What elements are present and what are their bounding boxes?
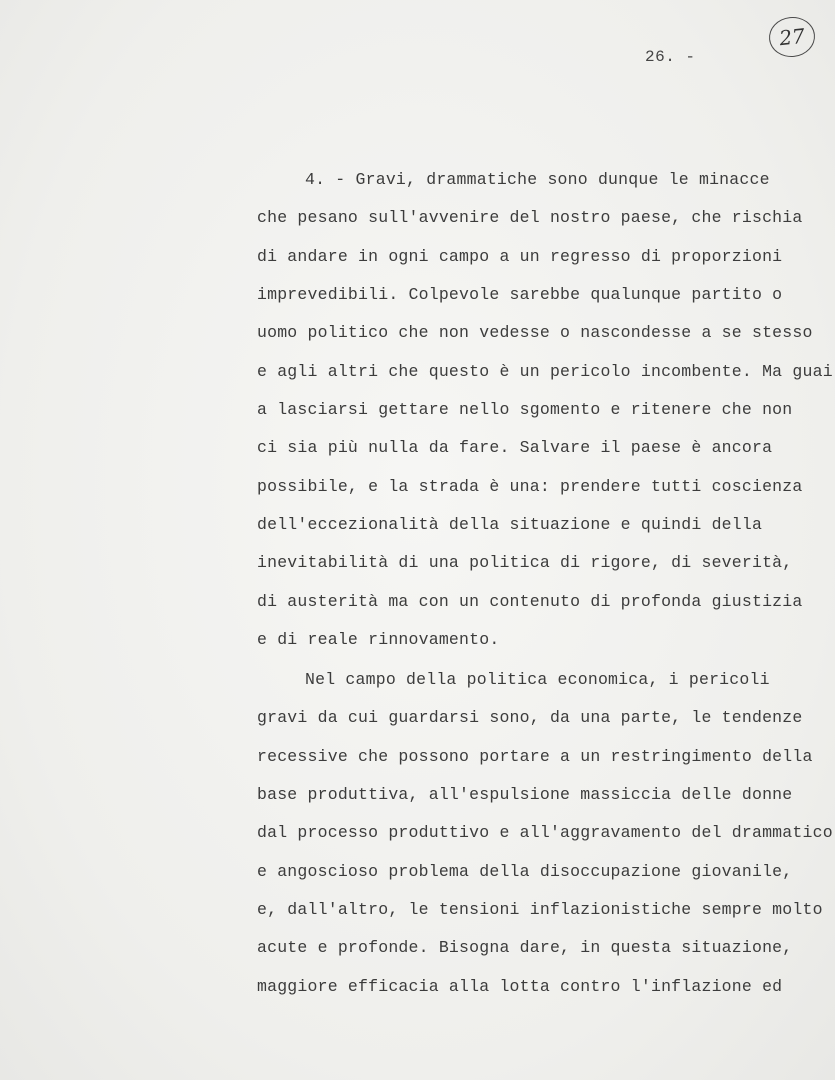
- paragraph-2-line-7: e, dall'altro, le tensioni inflazionistiche sempre molto: [257, 900, 823, 919]
- paragraph-2-line-4: base produttiva, all'espulsione massiccia delle donne: [257, 785, 793, 804]
- paragraph-1-line-1: 4. - Gravi, drammatiche sono dunque le minacce: [305, 170, 770, 189]
- page-number: 26. -: [645, 48, 696, 66]
- paragraph-1-line-12: di austerità ma con un contenuto di profonda giustizia: [257, 592, 803, 611]
- paragraph-1-line-6: e agli altri che questo è un pericolo incombente. Ma guai: [257, 362, 833, 381]
- paragraph-1-line-5: uomo politico che non vedesse o nascondesse a se stesso: [257, 323, 813, 342]
- paragraph-1-line-8: ci sia più nulla da fare. Salvare il paese è ancora: [257, 438, 773, 457]
- paragraph-2-line-9: maggiore efficacia alla lotta contro l'inflazione ed: [257, 977, 783, 996]
- paragraph-1-line-3: di andare in ogni campo a un regresso di proporzioni: [257, 247, 783, 266]
- paragraph-2-line-3: recessive che possono portare a un restringimento della: [257, 747, 813, 766]
- paragraph-1-line-7: a lasciarsi gettare nello sgomento e ritenere che non: [257, 400, 793, 419]
- paragraph-1-line-9: possibile, e la strada è una: prendere tutti coscienza: [257, 477, 803, 496]
- page-stamp: [767, 15, 817, 60]
- paragraph-2-line-1: Nel campo della politica economica, i pericoli: [305, 670, 770, 689]
- paragraph-2-line-6: e angoscioso problema della disoccupazione giovanile,: [257, 862, 793, 881]
- paragraph-1-line-13: e di reale rinnovamento.: [257, 630, 500, 649]
- paragraph-1-line-10: dell'eccezionalità della situazione e quindi della: [257, 515, 763, 534]
- paragraph-2-line-2: gravi da cui guardarsi sono, da una parte, le tendenze: [257, 708, 803, 727]
- paragraph-1-line-4: imprevedibili. Colpevole sarebbe qualunque partito o: [257, 285, 783, 304]
- paragraph-1-line-11: inevitabilità di una politica di rigore, di severità,: [257, 553, 793, 572]
- paragraph-2-line-8: acute e profonde. Bisogna dare, in questa situazione,: [257, 938, 793, 957]
- paragraph-2-line-5: dal processo produttivo e all'aggravamento del drammatico: [257, 823, 833, 842]
- page-stamp-number: 27: [778, 23, 806, 51]
- paragraph-1-line-2: che pesano sull'avvenire del nostro paese, che rischia: [257, 208, 803, 227]
